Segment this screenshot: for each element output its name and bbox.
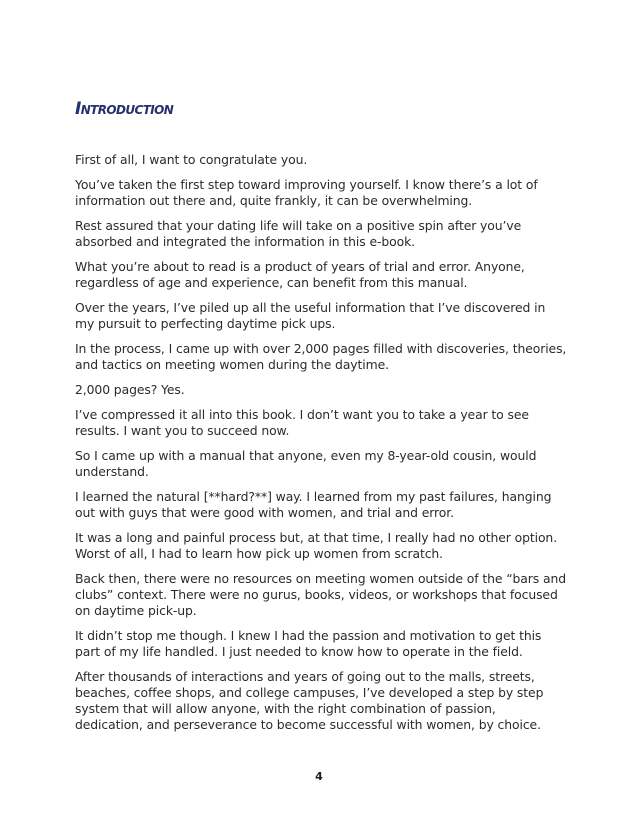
paragraph: I learned the natural [**hard?**] way. I learned from my past failures, hanging out with guys that were good with women, and trial and error. <box>75 489 552 520</box>
paragraph: In the process, I came up with over 2,000 pages filled with discoveries, theories, and tactics on meeting women during the daytime. <box>75 341 567 372</box>
body-text <box>75 152 567 742</box>
paragraph: I’ve compressed it all into this book. I don’t want you to take a year to see results. I want you to succeed now. <box>75 407 529 438</box>
paragraph: You’ve taken the first step toward improving yourself. I know there’s a lot of information out there and, quite frankly, it can be overwhelming. <box>75 177 538 208</box>
paragraph: After thousands of interactions and years of going out to the malls, streets, beaches, coffee shops, and college campuses, I’ve developed a step by step system that will allow anyone, with the right combination of passion, dedication, and perseverance to become successful with women, by choice. <box>75 669 544 732</box>
paragraph: Rest assured that your dating life will take on a positive spin after you’ve absorbed and integrated the information in this e-book. <box>75 218 522 249</box>
page-heading: Introduction <box>75 99 174 119</box>
paragraph: It was a long and painful process but, at that time, I really had no other option. Worst of all, I had to learn how pick up women from scratch. <box>75 530 558 561</box>
paragraph: So I came up with a manual that anyone, even my 8-year-old cousin, would understand. <box>75 448 537 479</box>
paragraph: Back then, there were no resources on meeting women outside of the “bars and clubs” context. There were no gurus, books, videos, or workshops that focused on daytime pick-up. <box>75 571 566 618</box>
page-number: 4 <box>315 770 323 783</box>
paragraph: What you’re about to read is a product of years of trial and error. Anyone, regardless of age and experience, can benefit from this manual. <box>75 259 525 290</box>
paragraph: First of all, I want to congratulate you. <box>75 152 308 167</box>
paragraph: It didn’t stop me though. I knew I had the passion and motivation to get this part of my life handled. I just needed to know how to operate in the field. <box>75 628 542 659</box>
paragraph: 2,000 pages? Yes. <box>75 382 185 397</box>
paragraph: Over the years, I’ve piled up all the useful information that I’ve discovered in my pursuit to perfecting daytime pick ups. <box>75 300 546 331</box>
